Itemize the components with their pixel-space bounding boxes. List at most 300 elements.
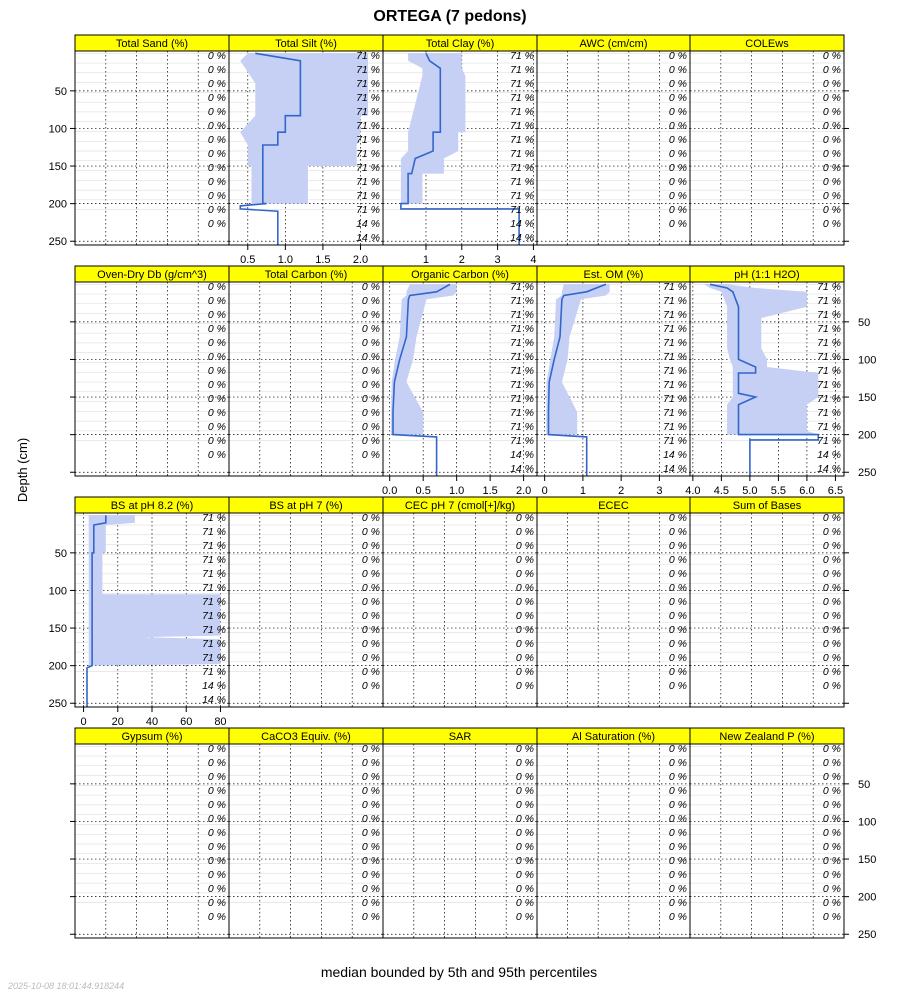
coverage-label: 0 % [822,757,841,769]
coverage-label: 0 % [668,813,687,825]
coverage-label: 0 % [361,771,380,783]
coverage-label: 14 % [202,680,226,692]
coverage-label: 71 % [510,421,534,433]
coverage-label: 0 % [207,393,226,405]
coverage-label: 71 % [510,204,534,216]
y-tick-label: 150 [858,854,877,867]
coverage-label: 0 % [515,638,534,650]
y-tick-label: 250 [858,467,877,480]
percentile-band [401,53,519,245]
coverage-label: 71 % [817,351,841,363]
coverage-label: 0 % [668,526,687,538]
footer-caption: median bounded by 5th and 95th percentiles [320,964,598,980]
coverage-label: 71 % [510,295,534,307]
coverage-label: 71 % [663,393,687,405]
panel-frame [383,744,537,938]
coverage-label: 71 % [356,176,380,188]
coverage-label: 71 % [356,92,380,104]
coverage-label: 0 % [668,50,687,62]
coverage-label: 0 % [361,652,380,664]
coverage-label: 71 % [510,162,534,174]
coverage-label: 0 % [515,771,534,783]
y-tick-label: 100 [858,354,877,367]
panel-title: Total Clay (%) [425,38,495,50]
coverage-label: 0 % [668,757,687,769]
coverage-label: 0 % [668,610,687,622]
coverage-label: 0 % [822,218,841,230]
panel-frame [229,282,383,476]
coverage-label: 0 % [668,911,687,923]
coverage-label: 71 % [663,351,687,363]
coverage-label: 0 % [361,799,380,811]
coverage-label: 0 % [822,162,841,174]
panel-frame [537,513,690,707]
coverage-label: 71 % [663,337,687,349]
coverage-label: 0 % [822,771,841,783]
coverage-label: 0 % [361,295,380,307]
coverage-label: 0 % [515,911,534,923]
coverage-label: 71 % [817,435,841,447]
coverage-label: 0 % [668,190,687,202]
percentile-band [240,53,368,245]
coverage-label: 14 % [510,463,534,475]
x-tick-label: 1.5 [482,485,498,497]
panel-frame [383,513,537,707]
coverage-label: 0 % [207,771,226,783]
coverage-label: 0 % [668,869,687,881]
coverage-label: 0 % [207,323,226,335]
coverage-label: 71 % [663,365,687,377]
coverage-label: 0 % [515,582,534,594]
coverage-label: 71 % [202,610,226,622]
coverage-label: 0 % [361,757,380,769]
coverage-label: 0 % [515,785,534,797]
x-tick-label: 4.0 [685,485,701,497]
coverage-label: 71 % [202,540,226,552]
coverage-label: 0 % [822,869,841,881]
x-tick-label: 2.0 [352,254,369,266]
coverage-label: 0 % [361,813,380,825]
panel-frame [690,513,844,707]
panel-grid [49,35,877,941]
coverage-label: 71 % [510,337,534,349]
coverage-label: 0 % [668,134,687,146]
coverage-label: 71 % [356,50,380,62]
coverage-label: 0 % [361,435,380,447]
coverage-label: 0 % [515,652,534,664]
percentile-band [546,284,610,476]
coverage-label: 71 % [356,78,380,90]
coverage-label: 71 % [817,421,841,433]
x-tick-label: 0.0 [382,485,398,497]
coverage-label: 0 % [207,379,226,391]
x-tick-label: 0.5 [415,485,431,497]
coverage-label: 0 % [207,351,226,363]
y-tick-label: 100 [48,123,67,136]
coverage-label: 0 % [822,638,841,650]
coverage-label: 0 % [668,596,687,608]
coverage-label: 0 % [668,78,687,90]
x-tick-label: 40 [145,716,159,728]
coverage-label: 0 % [207,148,226,160]
coverage-label: 0 % [361,379,380,391]
coverage-label: 0 % [822,78,841,90]
x-tick-label: 20 [111,716,124,728]
coverage-label: 14 % [663,463,687,475]
coverage-label: 0 % [515,666,534,678]
coverage-label: 0 % [668,841,687,853]
panel-title: Al Saturation (%) [571,731,656,743]
coverage-label: 0 % [515,554,534,566]
coverage-label: 0 % [361,869,380,881]
coverage-label: 0 % [207,120,226,132]
panel-frame [229,744,383,938]
coverage-label: 0 % [668,743,687,755]
coverage-label: 71 % [510,351,534,363]
coverage-label: 71 % [663,281,687,293]
chart-title: ORTEGA (7 pedons) [373,8,527,25]
coverage-label: 0 % [668,624,687,636]
coverage-label: 0 % [822,106,841,118]
y-tick-label: 150 [858,392,877,405]
coverage-label: 0 % [361,911,380,923]
panel-title: Total Silt (%) [275,38,337,50]
coverage-label: 71 % [510,78,534,90]
y-tick-label: 50 [54,547,67,560]
coverage-label: 71 % [817,393,841,405]
coverage-label: 71 % [817,337,841,349]
coverage-label: 0 % [207,176,226,188]
x-tick-label: 0 [80,716,87,728]
coverage-label: 0 % [668,92,687,104]
coverage-label: 0 % [361,883,380,895]
coverage-label: 71 % [510,309,534,321]
x-tick-label: 2 [458,254,465,266]
panel-title: BS at pH 8.2 (%) [110,500,194,512]
coverage-label: 0 % [361,323,380,335]
x-tick-label: 0.5 [240,254,256,266]
coverage-label: 0 % [207,813,226,825]
coverage-label: 0 % [822,64,841,76]
coverage-label: 71 % [663,421,687,433]
x-tick-label: 6.5 [827,485,844,497]
coverage-label: 71 % [817,295,841,307]
coverage-label: 71 % [202,666,226,678]
coverage-label: 71 % [510,407,534,419]
coverage-label: 0 % [207,190,226,202]
coverage-label: 0 % [515,526,534,538]
panel-title: Total Carbon (%) [264,269,348,281]
coverage-label: 0 % [822,855,841,867]
coverage-label: 71 % [356,134,380,146]
x-tick-label: 1 [422,254,430,266]
coverage-label: 0 % [361,785,380,797]
coverage-label: 14 % [510,449,534,461]
coverage-label: 0 % [361,743,380,755]
y-tick-label: 200 [858,429,877,442]
coverage-label: 0 % [361,855,380,867]
coverage-label: 0 % [822,624,841,636]
coverage-label: 71 % [817,323,841,335]
coverage-label: 0 % [668,799,687,811]
coverage-label: 0 % [822,652,841,664]
coverage-label: 0 % [515,883,534,895]
coverage-label: 0 % [822,610,841,622]
x-tick-label: 3 [656,485,663,497]
coverage-label: 0 % [668,638,687,650]
x-tick-label: 1.0 [449,485,465,497]
panel-frame [690,744,844,938]
coverage-label: 0 % [207,92,226,104]
coverage-label: 0 % [822,596,841,608]
y-tick-label: 50 [54,85,67,98]
x-tick-label: 3 [494,254,501,266]
coverage-label: 71 % [510,64,534,76]
coverage-label: 71 % [202,596,226,608]
coverage-label: 0 % [515,813,534,825]
coverage-label: 0 % [822,190,841,202]
coverage-label: 0 % [822,148,841,160]
y-tick-label: 50 [858,316,871,329]
coverage-label: 14 % [510,232,534,244]
coverage-label: 0 % [515,596,534,608]
coverage-label: 0 % [822,785,841,797]
coverage-label: 0 % [207,407,226,419]
coverage-label: 71 % [510,323,534,335]
x-tick-label: 6.0 [799,485,815,497]
coverage-label: 71 % [663,435,687,447]
coverage-label: 0 % [361,512,380,524]
coverage-label: 0 % [361,638,380,650]
coverage-label: 0 % [361,421,380,433]
coverage-label: 0 % [668,176,687,188]
panel-frame [537,51,690,245]
coverage-label: 71 % [202,554,226,566]
coverage-label: 14 % [817,463,841,475]
coverage-label: 0 % [822,512,841,524]
y-tick-label: 150 [48,623,67,636]
coverage-label: 0 % [822,813,841,825]
coverage-label: 0 % [207,435,226,447]
percentile-band [87,515,220,707]
coverage-label: 0 % [207,743,226,755]
y-tick-label: 50 [858,778,871,791]
coverage-label: 71 % [356,106,380,118]
y-tick-label: 250 [48,236,67,249]
coverage-label: 0 % [361,281,380,293]
coverage-label: 0 % [822,134,841,146]
coverage-label: 0 % [207,134,226,146]
coverage-label: 0 % [207,869,226,881]
coverage-label: 0 % [207,449,226,461]
coverage-label: 0 % [668,897,687,909]
coverage-label: 0 % [361,351,380,363]
coverage-label: 0 % [822,911,841,923]
panel-title: Oven-Dry Db (g/cm^3) [97,269,207,281]
coverage-label: 71 % [510,106,534,118]
coverage-label: 0 % [361,568,380,580]
coverage-label: 0 % [361,365,380,377]
panel-title: Sum of Bases [732,500,802,512]
coverage-label: 0 % [822,841,841,853]
coverage-label: 0 % [668,771,687,783]
x-tick-label: 2.0 [515,485,532,497]
coverage-label: 71 % [510,134,534,146]
coverage-label: 0 % [515,897,534,909]
coverage-label: 71 % [663,407,687,419]
coverage-label: 0 % [668,582,687,594]
coverage-label: 71 % [356,64,380,76]
coverage-label: 0 % [668,883,687,895]
coverage-label: 0 % [207,827,226,839]
coverage-label: 0 % [668,540,687,552]
coverage-label: 0 % [668,785,687,797]
coverage-label: 0 % [207,309,226,321]
panel-title: Est. OM (%) [583,269,644,281]
coverage-label: 0 % [668,106,687,118]
coverage-label: 0 % [668,855,687,867]
coverage-label: 0 % [207,106,226,118]
coverage-label: 0 % [822,176,841,188]
panel-title: New Zealand P (%) [719,731,815,743]
coverage-label: 0 % [207,162,226,174]
coverage-label: 71 % [202,526,226,538]
panel-title: ECEC [598,500,629,512]
coverage-label: 0 % [207,897,226,909]
coverage-label: 71 % [356,190,380,202]
x-tick-label: 1.0 [277,254,293,266]
coverage-label: 71 % [510,50,534,62]
coverage-label: 0 % [207,421,226,433]
coverage-label: 71 % [817,379,841,391]
coverage-label: 71 % [202,638,226,650]
coverage-label: 0 % [361,449,380,461]
coverage-label: 0 % [515,624,534,636]
coverage-label: 71 % [356,204,380,216]
coverage-label: 0 % [207,78,226,90]
x-tick-label: 0 [541,485,548,497]
coverage-label: 0 % [207,799,226,811]
coverage-label: 0 % [361,554,380,566]
coverage-label: 0 % [822,582,841,594]
coverage-label: 0 % [207,883,226,895]
coverage-label: 0 % [822,743,841,755]
x-tick-label: 4.5 [713,485,730,497]
x-tick-label: 80 [214,716,227,728]
x-tick-label: 2 [618,485,625,497]
coverage-label: 0 % [668,666,687,678]
panel-title: Total Sand (%) [115,38,189,50]
y-tick-label: 150 [48,161,67,174]
x-tick-label: 1.5 [315,254,331,266]
y-tick-label: 200 [48,198,67,211]
coverage-label: 71 % [817,281,841,293]
coverage-label: 0 % [207,281,226,293]
coverage-label: 0 % [207,295,226,307]
coverage-label: 0 % [668,204,687,216]
coverage-label: 0 % [822,554,841,566]
coverage-label: 71 % [202,568,226,580]
coverage-label: 0 % [515,512,534,524]
timestamp: 2025-10-08 18:01:44.918244 [8,981,125,991]
coverage-label: 0 % [515,610,534,622]
coverage-label: 71 % [202,582,226,594]
panel-frame [690,51,844,245]
x-tick-label: 5.5 [770,485,787,497]
coverage-label: 0 % [361,666,380,678]
panel-frame [75,51,229,245]
coverage-label: 71 % [356,148,380,160]
coverage-label: 71 % [202,624,226,636]
coverage-label: 0 % [515,680,534,692]
coverage-label: 71 % [510,148,534,160]
panel-title: COLEws [745,38,789,50]
x-tick-label: 4 [530,254,537,266]
coverage-label: 0 % [822,897,841,909]
coverage-label: 14 % [202,694,226,706]
coverage-label: 0 % [361,610,380,622]
y-tick-label: 200 [48,660,67,673]
coverage-label: 14 % [663,449,687,461]
coverage-label: 0 % [361,624,380,636]
coverage-label: 0 % [822,540,841,552]
coverage-label: 0 % [515,799,534,811]
y-tick-label: 200 [858,891,877,904]
coverage-label: 0 % [822,680,841,692]
coverage-label: 0 % [822,526,841,538]
coverage-label: 0 % [515,827,534,839]
coverage-label: 71 % [817,309,841,321]
coverage-label: 0 % [668,680,687,692]
coverage-label: 0 % [822,204,841,216]
coverage-label: 0 % [668,512,687,524]
coverage-label: 71 % [356,162,380,174]
panel-frame [537,744,690,938]
coverage-label: 71 % [663,323,687,335]
coverage-label: 0 % [361,897,380,909]
coverage-label: 0 % [207,841,226,853]
coverage-label: 0 % [515,568,534,580]
coverage-label: 71 % [663,309,687,321]
coverage-label: 0 % [668,568,687,580]
x-tick-label: 1 [579,485,586,497]
coverage-label: 71 % [663,295,687,307]
coverage-label: 71 % [510,281,534,293]
coverage-label: 71 % [510,92,534,104]
panel-frame [75,744,229,938]
coverage-label: 71 % [510,190,534,202]
coverage-label: 0 % [822,666,841,678]
coverage-label: 0 % [207,218,226,230]
coverage-label: 14 % [356,232,380,244]
coverage-label: 0 % [361,596,380,608]
coverage-label: 0 % [668,827,687,839]
coverage-label: 0 % [207,204,226,216]
coverage-label: 0 % [515,855,534,867]
coverage-label: 0 % [515,757,534,769]
coverage-label: 71 % [202,652,226,664]
coverage-label: 71 % [510,435,534,447]
coverage-label: 71 % [510,393,534,405]
coverage-label: 0 % [668,218,687,230]
panel-title: BS at pH 7 (%) [269,500,343,512]
coverage-label: 0 % [822,883,841,895]
coverage-label: 71 % [817,407,841,419]
coverage-label: 0 % [515,540,534,552]
coverage-label: 14 % [817,449,841,461]
coverage-label: 0 % [822,50,841,62]
coverage-label: 0 % [668,64,687,76]
